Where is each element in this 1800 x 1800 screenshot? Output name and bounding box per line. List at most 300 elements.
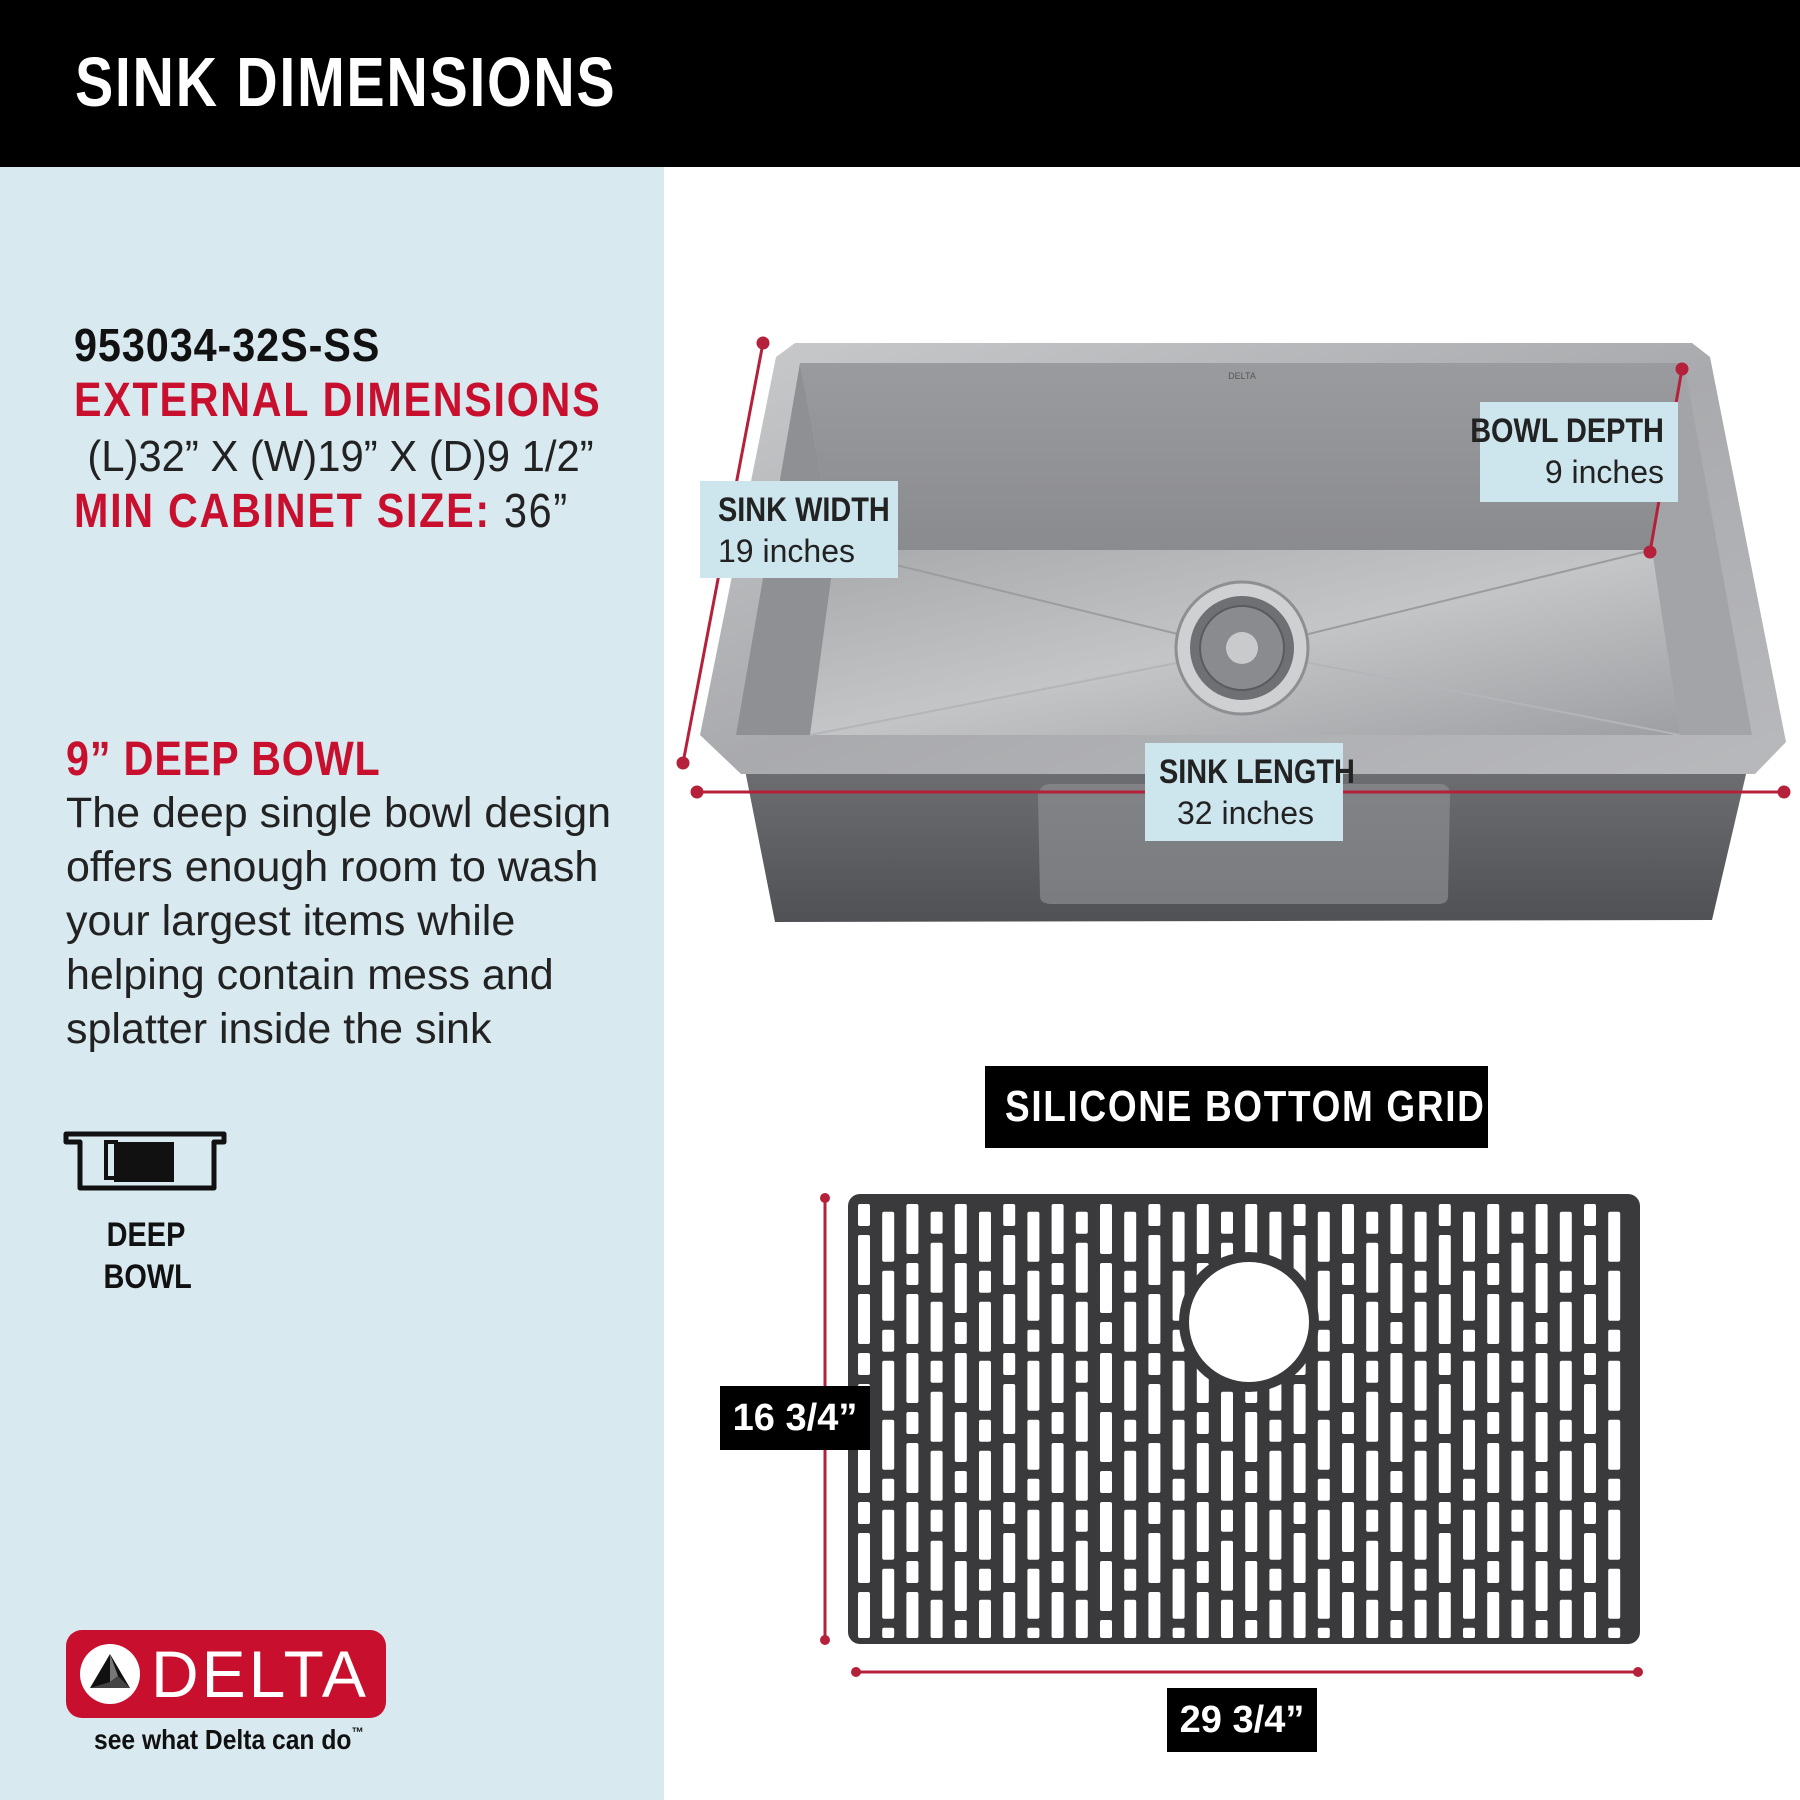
grid-slot: [931, 1212, 943, 1234]
grid-slot: [1148, 1533, 1160, 1583]
grid-slot: [1584, 1533, 1596, 1583]
grid-slot: [1221, 1541, 1233, 1591]
grid-slot: [1318, 1271, 1330, 1321]
grid-slot: [1560, 1600, 1572, 1638]
grid-slot: [1294, 1502, 1306, 1524]
grid-slot: [931, 1392, 943, 1442]
grid-slot: [1173, 1628, 1185, 1638]
grid-slot: [1076, 1302, 1088, 1352]
grid-slot: [955, 1353, 967, 1403]
grid-slot: [1439, 1443, 1451, 1493]
silicone-grid-title: SILICONE BOTTOM GRID: [1005, 1082, 1486, 1131]
grid-slot: [979, 1420, 991, 1442]
grid-slot: [1221, 1212, 1233, 1234]
grid-slot: [1415, 1600, 1427, 1638]
grid-slot: [1318, 1569, 1330, 1619]
grid-slot: [1148, 1235, 1160, 1285]
grid-slot: [1124, 1271, 1136, 1293]
grid-slot: [1318, 1330, 1330, 1352]
grid-slot: [1124, 1451, 1136, 1501]
grid-slot: [1608, 1361, 1620, 1411]
grid-slot: [1487, 1204, 1499, 1254]
grid-slot: [1511, 1302, 1523, 1352]
grid-slot: [1342, 1592, 1354, 1638]
grid-slot: [1511, 1361, 1523, 1383]
grid-slot: [1560, 1302, 1572, 1352]
grid-slot: [1584, 1443, 1596, 1493]
grid-slot: [979, 1600, 991, 1638]
sink-length-title: SINK LENGTH: [1159, 753, 1355, 791]
grid-slot: [1221, 1451, 1233, 1501]
grid-slot: [1027, 1420, 1039, 1470]
grid-slot: [1536, 1471, 1548, 1493]
grid-width-dimension-line: [848, 1662, 1648, 1682]
sink-length-value: 32 inches: [1177, 795, 1314, 831]
grid-slot: [1100, 1263, 1112, 1313]
grid-slot: [882, 1361, 894, 1411]
grid-slot: [1076, 1392, 1088, 1442]
grid-slot: [1003, 1443, 1015, 1493]
grid-slot: [882, 1420, 894, 1470]
grid-slot: [1269, 1600, 1281, 1638]
brand-tagline: [94, 1724, 364, 1756]
grid-slot: [1439, 1384, 1451, 1434]
bowl-depth-label: [1470, 402, 1678, 502]
grid-slot: [1608, 1212, 1620, 1262]
grid-slot: [1100, 1412, 1112, 1462]
grid-slot: [882, 1212, 894, 1262]
grid-slot: [1148, 1294, 1160, 1344]
grid-width-label: 29 3/4”: [1167, 1688, 1317, 1752]
grid-slot: [1052, 1561, 1064, 1583]
grid-slot: [1294, 1592, 1306, 1638]
grid-slot: [1608, 1271, 1620, 1321]
grid-slot: [979, 1569, 991, 1591]
grid-slot: [1608, 1510, 1620, 1560]
grid-slot: [1342, 1294, 1354, 1344]
grid-slot: [1560, 1569, 1572, 1591]
grid-slot: [906, 1561, 918, 1583]
grid-slot: [1487, 1443, 1499, 1493]
grid-slot: [906, 1502, 918, 1552]
grid-slot: [1100, 1322, 1112, 1344]
grid-slot: [1415, 1569, 1427, 1591]
grid-slot: [882, 1628, 894, 1638]
grid-slot: [906, 1353, 918, 1403]
grid-slot: [1415, 1212, 1427, 1262]
grid-slot: [1536, 1502, 1548, 1552]
deep-bowl-icon: [62, 1128, 228, 1200]
grid-slot: [1100, 1561, 1112, 1611]
grid-slot: [1294, 1443, 1306, 1493]
grid-slot: [1415, 1420, 1427, 1442]
grid-slot: [1124, 1600, 1136, 1638]
grid-slot: [858, 1204, 870, 1226]
grid-slot: [979, 1451, 991, 1501]
grid-slot: [955, 1263, 967, 1313]
grid-slot: [1608, 1479, 1620, 1501]
grid-slot: [1124, 1420, 1136, 1442]
grid-slot: [882, 1330, 894, 1352]
grid-slot: [979, 1271, 991, 1293]
grid-slot: [1269, 1451, 1281, 1501]
grid-slot: [931, 1600, 943, 1638]
grid-slot: [1318, 1361, 1330, 1411]
grid-slot: [1197, 1561, 1209, 1583]
grid-slot: [858, 1294, 870, 1344]
grid-slot: [1584, 1235, 1596, 1285]
grid-slot: [1052, 1294, 1064, 1344]
grid-slot: [1390, 1620, 1402, 1638]
grid-slot: [1536, 1353, 1548, 1403]
grid-slot: [1052, 1443, 1064, 1493]
grid-slot: [1245, 1471, 1257, 1493]
trademark-mark: ™: [351, 1724, 364, 1740]
grid-slot: [1390, 1263, 1402, 1313]
grid-slot: [1366, 1361, 1378, 1383]
grid-slot: [955, 1620, 967, 1638]
grid-slot: [955, 1412, 967, 1462]
grid-slot: [858, 1592, 870, 1638]
grid-slot: [1318, 1628, 1330, 1638]
grid-slot: [1342, 1443, 1354, 1493]
grid-slot: [979, 1302, 991, 1352]
delta-wordmark: DELTA: [151, 1637, 369, 1711]
grid-slot: [1076, 1451, 1088, 1501]
grid-slot: [1052, 1204, 1064, 1254]
grid-slot: [1318, 1212, 1330, 1262]
grid-slot: [1536, 1263, 1548, 1313]
grid-slot: [1463, 1330, 1475, 1352]
model-number: 953034-32S-SS: [74, 319, 381, 371]
grid-slot: [1124, 1212, 1136, 1262]
grid-slot: [1294, 1384, 1306, 1434]
grid-slot: [955, 1471, 967, 1493]
grid-slot: [1366, 1212, 1378, 1234]
grid-slot: [1536, 1412, 1548, 1462]
grid-slot: [979, 1361, 991, 1411]
grid-slot: [1415, 1302, 1427, 1352]
grid-slot: [1487, 1502, 1499, 1552]
grid-slot: [1342, 1204, 1354, 1254]
grid-slot: [1536, 1620, 1548, 1638]
grid-slot: [1076, 1212, 1088, 1234]
grid-slot: [931, 1361, 943, 1383]
min-cabinet-value: 36”: [504, 485, 569, 538]
grid-slot: [1148, 1204, 1160, 1226]
grid-slot: [1148, 1502, 1160, 1524]
grid-slot: [1173, 1361, 1185, 1411]
grid-slot: [1584, 1384, 1596, 1434]
bowl-depth-title: BOWL DEPTH: [1470, 412, 1664, 450]
grid-slot: [1560, 1212, 1572, 1262]
grid-slot: [1511, 1600, 1523, 1638]
sink-width-label: [700, 481, 898, 578]
grid-slot: [1536, 1561, 1548, 1611]
grid-slot: [1052, 1263, 1064, 1285]
grid-slot: [1197, 1592, 1209, 1638]
grid-slot: [1245, 1561, 1257, 1611]
grid-slot: [1027, 1479, 1039, 1501]
sink-width-title: SINK WIDTH: [718, 491, 890, 529]
grid-slot: [858, 1235, 870, 1285]
grid-slot: [1463, 1479, 1475, 1501]
grid-slot: [1052, 1412, 1064, 1434]
grid-slot: [1027, 1569, 1039, 1619]
grid-slot: [979, 1212, 991, 1262]
grid-slot: [1197, 1412, 1209, 1434]
grid-slot: [1366, 1510, 1378, 1532]
grid-slot: [1415, 1510, 1427, 1560]
grid-slot: [1366, 1392, 1378, 1442]
grid-slot: [1003, 1533, 1015, 1583]
grid-height-label: 16 3/4”: [720, 1386, 870, 1450]
grid-slot: [1390, 1502, 1402, 1552]
grid-slot: [1318, 1510, 1330, 1560]
grid-slot: [882, 1510, 894, 1560]
grid-slot: [1124, 1569, 1136, 1591]
grid-slot: [1463, 1271, 1475, 1321]
grid-slot: [1148, 1384, 1160, 1434]
grid-slot: [979, 1510, 991, 1560]
grid-slot: [1584, 1294, 1596, 1344]
grid-slot: [1100, 1471, 1112, 1493]
grid-slot: [1390, 1471, 1402, 1493]
grid-slot: [1390, 1412, 1402, 1462]
grid-slot: [1003, 1204, 1015, 1226]
grid-slot: [1076, 1541, 1088, 1591]
grid-slot: [882, 1569, 894, 1619]
grid-slot: [1245, 1204, 1257, 1254]
grid-slot: [931, 1541, 943, 1591]
grid-slot: [1390, 1353, 1402, 1403]
grid-slot: [906, 1204, 918, 1254]
grid-slot: [955, 1204, 967, 1254]
grid-slot: [1584, 1502, 1596, 1524]
grid-slot: [1608, 1569, 1620, 1619]
grid-slot: [1269, 1212, 1281, 1262]
grid-slot: [931, 1510, 943, 1532]
grid-slot: [1100, 1353, 1112, 1403]
grid-slot: [1027, 1628, 1039, 1638]
grid-slot: [1148, 1592, 1160, 1638]
grid-slot: [1124, 1361, 1136, 1411]
grid-slot: [1197, 1443, 1209, 1493]
min-cabinet-label: MIN CABINET SIZE:: [74, 485, 491, 538]
grid-slot: [1269, 1569, 1281, 1591]
grid-slot: [1342, 1263, 1354, 1285]
grid-slot: [1608, 1628, 1620, 1638]
grid-slot: [1003, 1294, 1015, 1344]
grid-slot: [1463, 1569, 1475, 1619]
silicone-grid-title-box: [985, 1066, 1488, 1148]
grid-slot: [1487, 1412, 1499, 1434]
external-dimensions-label: EXTERNAL DIMENSIONS: [74, 374, 602, 427]
grid-slot: [1439, 1294, 1451, 1344]
grid-slot: [1027, 1361, 1039, 1411]
grid-slot: [1560, 1510, 1572, 1560]
deep-bowl-icon-label: DEEP BOWL: [103, 1216, 192, 1296]
grid-slot: [1439, 1204, 1451, 1226]
grid-slot: [1076, 1510, 1088, 1532]
silicone-grid-illustration: [840, 1180, 1650, 1660]
grid-slot: [1221, 1510, 1233, 1532]
grid-slot: [1148, 1443, 1160, 1493]
grid-slot: [1536, 1204, 1548, 1254]
grid-slot: [1003, 1353, 1015, 1375]
grid-slot: [1318, 1420, 1330, 1470]
grid-slot: [1560, 1271, 1572, 1293]
grid-slot: [1536, 1322, 1548, 1344]
header-bar: [0, 0, 1800, 167]
grid-slot: [858, 1353, 870, 1375]
grid-slot: [1487, 1294, 1499, 1344]
grid-slot: [1003, 1592, 1015, 1638]
page-title: SINK DIMENSIONS: [75, 43, 617, 121]
grid-slot: [1439, 1353, 1451, 1375]
grid-slot: [1366, 1541, 1378, 1591]
grid-slot: [931, 1302, 943, 1352]
grid-slot: [1100, 1620, 1112, 1638]
grid-slot: [1390, 1322, 1402, 1344]
grid-slot: [1439, 1592, 1451, 1638]
grid-slot: [1173, 1479, 1185, 1501]
grid-slot: [1003, 1235, 1015, 1285]
delta-logo: [66, 1630, 386, 1718]
grid-slot: [1052, 1592, 1064, 1638]
grid-slot: [1052, 1502, 1064, 1552]
grid-slot: [858, 1443, 870, 1493]
sink-width-value: 19 inches: [718, 533, 855, 569]
grid-slot: [1197, 1502, 1209, 1552]
grid-slot: [1245, 1412, 1257, 1462]
grid-slot: [1487, 1592, 1499, 1638]
grid-slot: [1560, 1420, 1572, 1442]
external-dimensions-value: (L)32” X (W)19” X (D)9 1/2”: [87, 432, 594, 481]
grid-slot: [858, 1502, 870, 1524]
grid-slot: [1463, 1510, 1475, 1560]
grid-slot: [1584, 1353, 1596, 1375]
grid-slot: [1608, 1330, 1620, 1352]
grid-slot: [1294, 1533, 1306, 1583]
drain-icon: [1176, 582, 1308, 714]
grid-slot: [1197, 1204, 1209, 1254]
grid-slot: [931, 1451, 943, 1501]
grid-slot: [1415, 1271, 1427, 1293]
grid-slot: [1487, 1561, 1499, 1583]
grid-slot: [1463, 1212, 1475, 1262]
deep-bowl-heading: 9” DEEP BOWL: [66, 733, 381, 786]
grid-slot: [1221, 1392, 1233, 1442]
grid-slot: [1487, 1263, 1499, 1285]
delta-triangle-icon: [78, 1642, 142, 1706]
grid-slot: [1269, 1420, 1281, 1442]
grid-slot: [1100, 1204, 1112, 1254]
grid-slot: [1027, 1510, 1039, 1560]
grid-slot: [1415, 1451, 1427, 1501]
grid-slot: [1003, 1502, 1015, 1524]
grid-slot: [1173, 1569, 1185, 1619]
bowl-depth-value: 9 inches: [1544, 454, 1664, 490]
grid-slot: [1124, 1302, 1136, 1352]
sink-brand-stamp: DELTA: [1228, 371, 1256, 381]
grid-slot: [1003, 1384, 1015, 1434]
grid-slot: [1245, 1502, 1257, 1552]
grid-slot: [1076, 1243, 1088, 1293]
grid-slot: [1487, 1353, 1499, 1403]
grid-slot: [858, 1533, 870, 1583]
grid-slot: [1342, 1353, 1354, 1403]
grid-slot: [906, 1443, 918, 1493]
grid-slot: [1511, 1451, 1523, 1501]
grid-slot: [1584, 1204, 1596, 1226]
grid-slot: [955, 1502, 967, 1552]
grid-slot: [1415, 1361, 1427, 1411]
grid-slot: [1511, 1212, 1523, 1234]
grid-slot: [1100, 1502, 1112, 1552]
grid-slot: [1511, 1392, 1523, 1442]
grid-slot: [931, 1243, 943, 1293]
grid-slot: [1366, 1600, 1378, 1638]
grid-slot: [1439, 1235, 1451, 1285]
grid-slot: [1173, 1212, 1185, 1262]
grid-slot: [1366, 1302, 1378, 1352]
sink-length-label: [1145, 743, 1355, 841]
grid-slot: [1173, 1510, 1185, 1560]
grid-slot: [1318, 1479, 1330, 1501]
grid-slot: [1124, 1510, 1136, 1560]
grid-slot: [1390, 1561, 1402, 1611]
grid-slot: [882, 1271, 894, 1321]
grid-slot: [906, 1294, 918, 1344]
grid-slot: [1342, 1561, 1354, 1583]
grid-slot: [1463, 1628, 1475, 1638]
grid-slot: [1342, 1502, 1354, 1552]
grid-slot: [1366, 1243, 1378, 1293]
grid-slot: [1511, 1243, 1523, 1293]
grid-slot: [955, 1322, 967, 1344]
grid-slot: [1439, 1533, 1451, 1583]
grid-slot: [1294, 1204, 1306, 1226]
grid-slot: [1076, 1600, 1088, 1638]
deep-bowl-description: The deep single bowl design offers enough room to wash your largest items while helping contain mess and splatter inside the sink: [66, 789, 612, 1053]
grid-slot: [1148, 1353, 1160, 1375]
grid-slot: [1463, 1420, 1475, 1470]
grid-slot: [1463, 1361, 1475, 1411]
grid-slot: [1511, 1541, 1523, 1591]
grid-slot: [906, 1592, 918, 1638]
grid-slot: [1269, 1510, 1281, 1560]
grid-slot: [1245, 1620, 1257, 1638]
grid-slot: [1342, 1412, 1354, 1434]
grid-slot: [1173, 1420, 1185, 1470]
grid-slot: [1608, 1420, 1620, 1470]
grid-slot: [1390, 1204, 1402, 1254]
grid-slot: [1221, 1600, 1233, 1638]
grid-slot: [1511, 1510, 1523, 1532]
tagline-text: see what Delta can do: [94, 1724, 352, 1755]
grid-slot: [1027, 1330, 1039, 1352]
min-cabinet-size: [74, 484, 569, 539]
grid-slot: [1366, 1451, 1378, 1501]
grid-slot: [1439, 1502, 1451, 1524]
grid-slot: [1584, 1592, 1596, 1638]
grid-slot: [1560, 1361, 1572, 1411]
grid-slot: [1076, 1361, 1088, 1383]
grid-slot: [1027, 1271, 1039, 1321]
grid-slot: [906, 1263, 918, 1285]
grid-slot: [1052, 1353, 1064, 1403]
